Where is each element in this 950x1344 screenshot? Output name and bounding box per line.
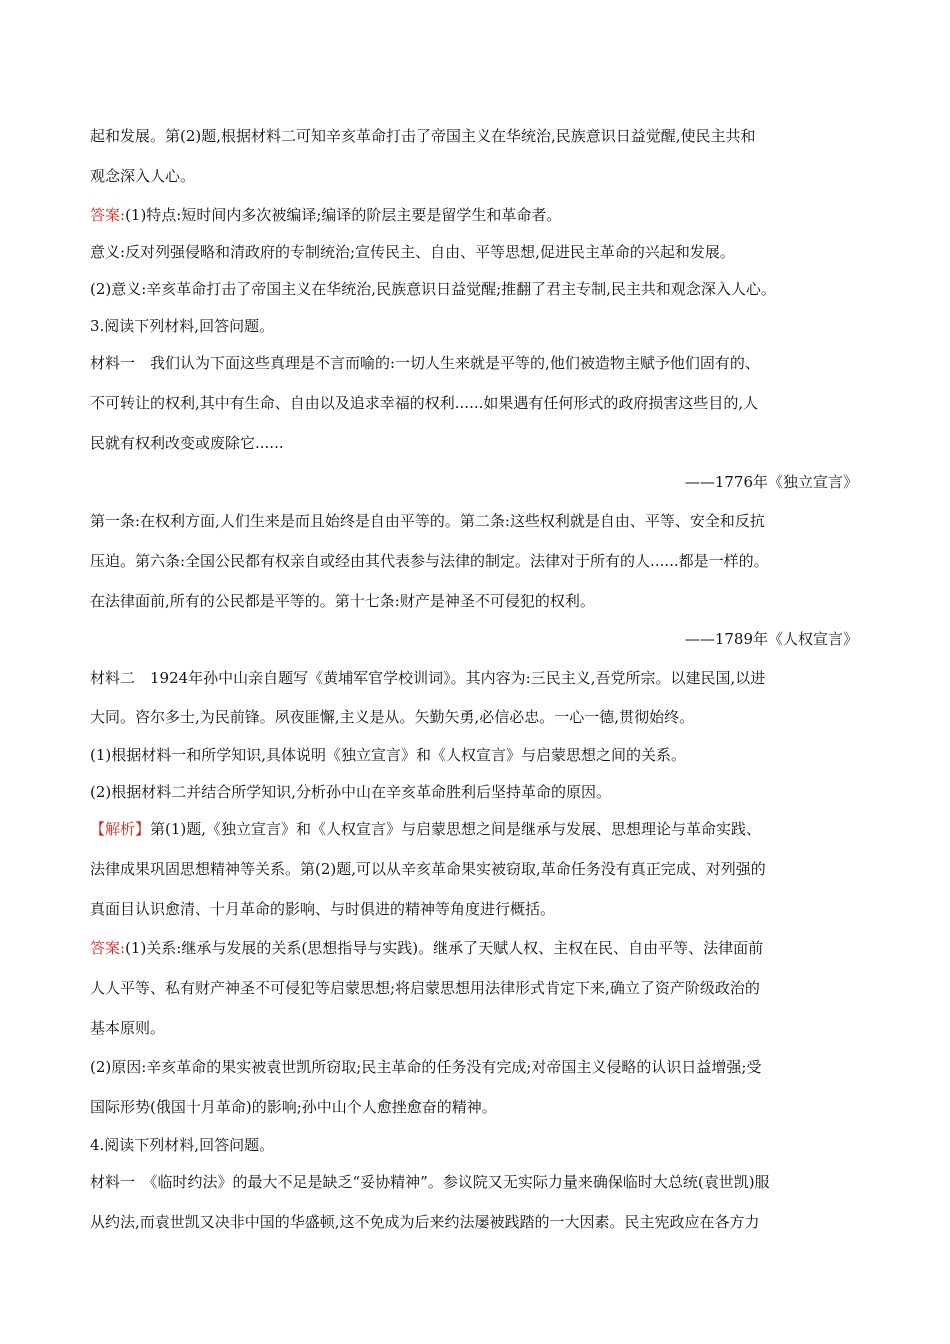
- text-line: 真面目认识愈清、十月革命的影响、与时俱进的精神等角度进行概括。: [90, 900, 556, 918]
- analysis-label: 【解析】: [90, 820, 151, 838]
- text-line: 法律成果巩固思想精神等关系。第(2)题,可以从辛亥革命果实被窃取,革命任务没有真正完成、对列强的: [90, 860, 766, 878]
- text-line: 在法律面前,所有的公民都是平等的。第十七条:财产是神圣不可侵犯的权利。: [90, 592, 595, 610]
- text-line: 民就有权利改变或废除它......: [90, 434, 284, 452]
- answer-text: (1)关系:继承与发展的关系(思想指导与实践)。继承了天赋人权、主权在民、自由平等、法律面前: [125, 939, 764, 957]
- text-line: 材料二 1924年孙中山亲自题写《黄埔军官学校训词》。其内容为:三民主义,吾党所宗。以建民国,以进: [90, 669, 766, 687]
- text-line: 压迫。第六条:全国公民都有权亲自或经由其代表参与法律的制定。法律对于所有的人......都是一样的。: [90, 552, 769, 570]
- text-line: (2)意义:辛亥革命打击了帝国主义在华统治,民族意识日益觉醒;推翻了君主专制,民主共和观念深入人心。: [90, 280, 776, 298]
- text-line: 人人平等、私有财产神圣不可侵犯等启蒙思想;将启蒙思想用法律形式肯定下来,确立了资产阶级政治的: [90, 979, 760, 997]
- answer-label: 答案:: [90, 939, 126, 957]
- text-line: 第一条:在权利方面,人们生来是而且始终是自由平等的。第二条:这些权利就是自由、平等、安全和反抗: [90, 512, 765, 530]
- question-heading: 3.阅读下列材料,回答问题。: [90, 317, 275, 335]
- answer-label: 答案:: [90, 206, 126, 224]
- source-attribution: ——1776年《独立宣言》: [684, 473, 858, 491]
- question-text: (2)根据材料二并结合所学知识,分析孙中山在辛亥革命胜利后坚持革命的原因。: [90, 783, 612, 801]
- text-line: 国际形势(俄国十月革命)的影响;孙中山个人愈挫愈奋的精神。: [90, 1098, 497, 1116]
- text-line: 从约法,而袁世凯又决非中国的华盛顿,这不免成为后来约法屡被践踏的一大因素。民主宪政应在各方力: [90, 1213, 760, 1231]
- text-line: 意义:反对列强侵略和清政府的专制统治;宣传民主、自由、平等思想,促进民主革命的兴起和发展。: [90, 243, 735, 261]
- answer-text: (1)特点:短时间内多次被编译;编译的阶层主要是留学生和革命者。: [125, 206, 562, 224]
- source-attribution: ——1789年《人权宣言》: [684, 630, 858, 648]
- text-line: 大同。咨尔多士,为民前锋。夙夜匪懈,主义是从。矢勤矢勇,必信必忠。一心一德,贯彻始终。: [90, 708, 695, 726]
- text-line: (2)原因:辛亥革命的果实被袁世凯所窃取;民主革命的任务没有完成;对帝国主义侵略的认识日益增强;受: [90, 1058, 762, 1076]
- text-line: 材料一 我们认为下面这些真理是不言而喻的:一切人生来就是平等的,他们被造物主赋予他们固有的、: [90, 354, 760, 372]
- text-line: 材料一 《临时约法》的最大不足是缺乏“妥协精神”。参议院又无实际力量来确保临时大总统(袁世凯)服: [90, 1173, 770, 1191]
- text-line: 基本原则。: [90, 1019, 166, 1037]
- question-text: (1)根据材料一和所学知识,具体说明《独立宣言》和《人权宣言》与启蒙思想之间的关系。: [90, 746, 687, 764]
- analysis-line: [90, 819, 860, 839]
- text-line: 不可转让的权利,其中有生命、自由以及追求幸福的权利......如果遇有任何形式的政府损害这些目的,人: [90, 394, 759, 412]
- answer-line: [90, 205, 860, 225]
- text-line: 观念深入人心。: [90, 167, 196, 185]
- answer-line: [90, 938, 860, 958]
- question-heading: 4.阅读下列材料,回答问题。: [90, 1136, 275, 1154]
- analysis-text: 第(1)题,《独立宣言》和《人权宣言》与启蒙思想之间是继承与发展、思想理论与革命实践、: [150, 820, 762, 838]
- text-line: 起和发展。第(2)题,根据材料二可知辛亥革命打击了帝国主义在华统治,民族意识日益觉醒,使民主共和: [90, 127, 756, 145]
